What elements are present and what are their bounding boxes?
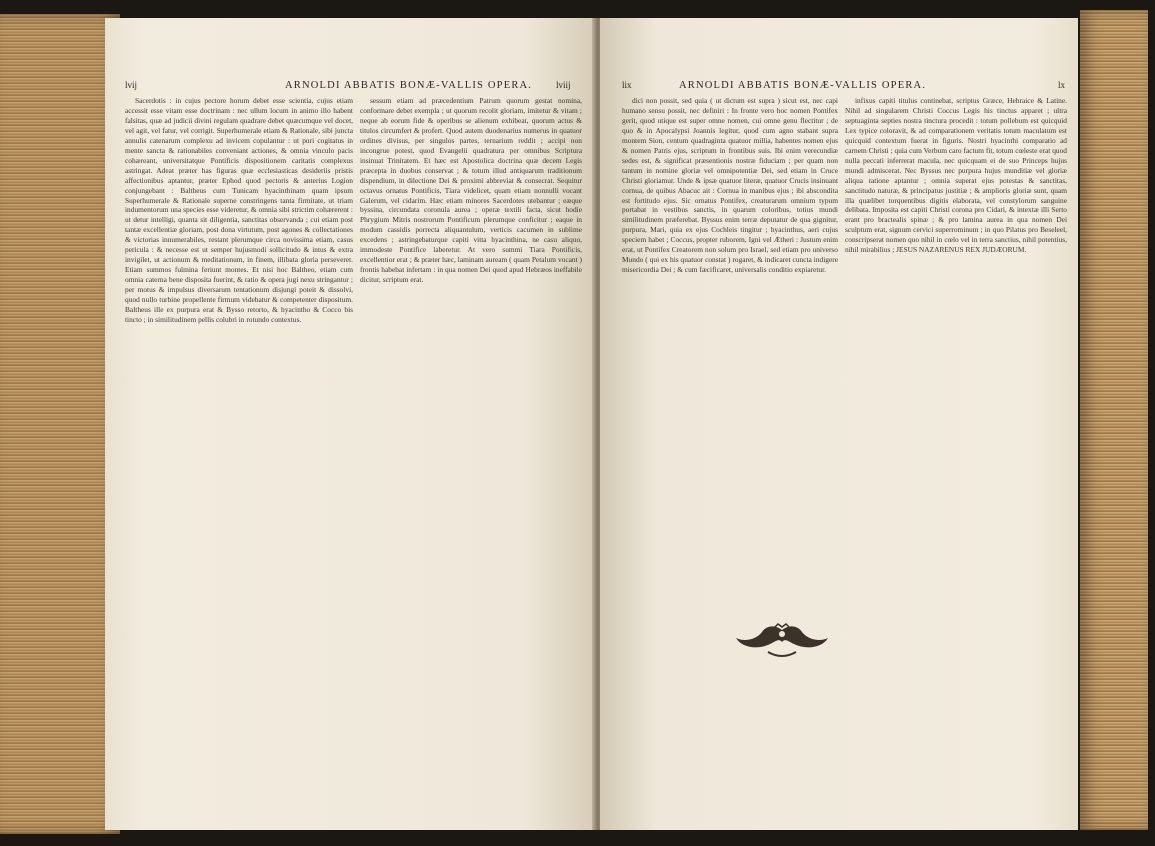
right-page-column-1	[622, 96, 838, 275]
text-paragraph: infixus capiti titulus continebat, scriptus Græce, Hebraice & Latine. Nihil ad singularem Christi Coccus Legis his tinctus apparet ; ultra septuaginta septies nostra tinctura procedit : totum pollebum est quicquid Lex typice coloravit, & ad comparationem veritatis totum maculatum est quicquid contextum fuerat in figuris. Nostri hyacinthi comparatio ad carnem Christi ; quia cum Verbum caro factum fit, totum cœleste erat quod nulla peccati inferrerat macula, nec quicquam ei de suo Princeps hujus mundi admiscerat. Nec Byssus nec purpura hujus munditiæ vel gloriæ aliqua ratione aptantur ; omnia superat ejus potestas & sanctitas, sanctitudo naturæ, & principatus justitiæ ; & amplioris gloriæ sunt, quam illa quælibet torquentibus digitis elaborata, vel constylorum sanguine delibata. Imposita est capiti Christi corona pro Cidari, & intextæ illi Serto erant pro bractealis spinæ ; & pro lamina aurea in qua nomen Dei sculptum erat, signum cervici superrominum ; in quo Pilatus pro Beseleel, conscripserat nomen quo nihil in cœlo vel in terra sanctius, nihil potentius, nihil mirabilius ; JESUS NAZARENUS REX JUDÆORUM.	[845, 96, 1067, 255]
left-page-column-1	[125, 96, 353, 325]
left-page-number: lvij	[125, 80, 138, 90]
left-running-title: ARNOLDI ABBATIS BONÆ-VALLIS OPERA.	[285, 80, 533, 91]
right-page-number-right: lx	[1058, 80, 1066, 90]
text-paragraph: Sacerdotis : in cujus pectore horum debet esse scientia, cujus etiam accessit esse vitam esse doctrinam : nec ullum locum in animo illo habent falsitas, quæ ad judicii divini regulam quadrare debet quæcumque vel docet, vel agit, vel fatur, vel corrigit. Superhumerale etiam & Rationale, sibi juncta annulis catenarum complexu ad invicem copulantur : ut puri cogitatus in mente sancta & rationabiles conveniant actiones, & omnia vinculo pacis cohæreant, universitatque Pontificis dispositionem caritatis complexus astringat. Adeat præter has figuras quæ ecclesiasticas desideriis pristis affectionibus aptantur, præter Ephod quod pectoris & anterius Logion conjungebant : Baltheus cum Tunicam hyacinthinam quam ipsum Superhumerale & Rationale superne constringens tanta firmitate, ut triam indumentorum una species esse videretur, & omnia sibi strictim cohærerent : ut detur intelligi, quanta sit diligentia, sanctitas observanda ; cui etiam post tantæ excellentiæ gloriam, post dona virtutum, post agones & collectationes & victorias innumerabiles, restant plerumque circa novissima etiam, casus pericula : & necesse est ut semper hujusmodi sollicitudo & intus & extra invigilet, ut actionum & meditationum, in finem, illibata gloria perseveret. Etiam summos fulmina feriunt montes. Et nisi hoc Baltheo, etiam cum omnia caterna bene disposita fuerint, & ratio & opera jugi nexu stringantur ; per motus & impulsus diversarum tentationum disjungi poteit & dissolvi, quod nullo turbine propellente firmum videbatur & competenter dispositum. Baltheus ille ex purpura erat & Bysso retorto, & hyacintho & Cocco bis tincto ; in similitudinem pellis colubri in rotundo contextus.	[125, 96, 353, 324]
text-paragraph: sessum etiam ad præcedentium Patrum quorum gestat nomina, conformare debet exempla ; ut quorum recolit gloriam, imitetur & vitam ; neque ab eorum fide & operibus se alienum exhibeat, quorum actus & titulos circumfert & profert. Quod autem duodenarius numerus in quatuor ordines divisus, per singulos partes, ternarium reddit ; accipi non incongrue potest, quod Evangelii quadratura per omnibus Scriptura insinuat Trinitatem. Et hæc est Apostolica doctrina quæ decem Legis præcepta in duobus conservat ; & totum illud antiquarum traditionum dispendium, in dilectione Dei & proximi abbreviat & consecrat. Sequitur octavus ornatus Pontificis, Tiara videlicet, quam etiam nonnulli vocant Galerum, vel cidarim. Hæc etiam minores Sacerdotes utebantur ; eæque byssina, circundata coronula aurea ; operæ textili facta, sicut hodie Phrygium Mitris nostrorum Pontificum plerumque conficitur ; eaque in modum cassidis porrecta aliquantulum, verticis cacumen in sublime excedens ; astringebaturque capiti vitta hyacinthina, ne casu aliquo, immodeste Pontifice laberetur. At vero summi Tiara Pontificis, excellentior erat ; & præter hæc, laminam auream ( quam Petalum vocant ) frontis habebat infertam : in qua nomen Dei quod apud Hebræos ineffabile dicitur, scriptum erat.	[360, 96, 582, 285]
left-page-column-2	[360, 96, 582, 285]
right-page-column-2	[845, 96, 1067, 255]
right-page-edges	[1080, 10, 1148, 830]
text-paragraph: dici non possit, sed quia ( ut dictum est supra ) sicut est, nec capi humano sensu possit, nec definiri : In fronte vero hoc nomen Pontifex gerit, quod utique est super omne nomen, cui omne genu flectitur ; de quo & in Apocalypsi Joannis legitur, quod cum agno stabant supra montem Sion, centum quadraginta quatuor millia, habentes nomen ejus & nomen Patris ejus, scriptum in frontibus suis. Ibi enim verecundiæ sedes est, & significat præsentionis nostræ fiduciam ; per quam non tantum in nomine gloriæ vel omnipotentiæ Dei, sed etiam in Cruce Christi gloriamur. Unde & ipsæ quatuor literæ, quatuor Crucis insinuant cornua, de quibus Abacuc ait : Cornua in manibus ejus ; ibi abscondita est fortitudo ejus. Sic ornatus Pontifex, creaturarum omnium typum portabat in vestibus sanctis, in quarum coloribus, totius mundi similitudinem præferebat. Byssus enim terræ deputatur de qua gignitur, purpura, Mari, quia ex ejus Cochleis tingitur ; hyacinthus, aeri cujus speciem habet ; Coccus, propter ruborem, Igni vel Ætheri : Justum enim erat, ut Pontifex Creatorem non solum pro Israel, sed etiam pro universo Mundo ( qui ex his quatuor constat ) rogaret, & indicaret cuncta indigere misericordia Dei ; & cum fæcificaret, universalis conditio expiaretur.	[622, 96, 838, 275]
left-page-number-right: lviij	[556, 80, 571, 90]
left-page-edges	[0, 14, 120, 834]
headpiece-ornament-icon	[732, 622, 832, 662]
right-running-title: ARNOLDI ABBATIS BONÆ-VALLIS OPERA.	[679, 80, 927, 91]
right-page-number: lix	[622, 80, 632, 90]
